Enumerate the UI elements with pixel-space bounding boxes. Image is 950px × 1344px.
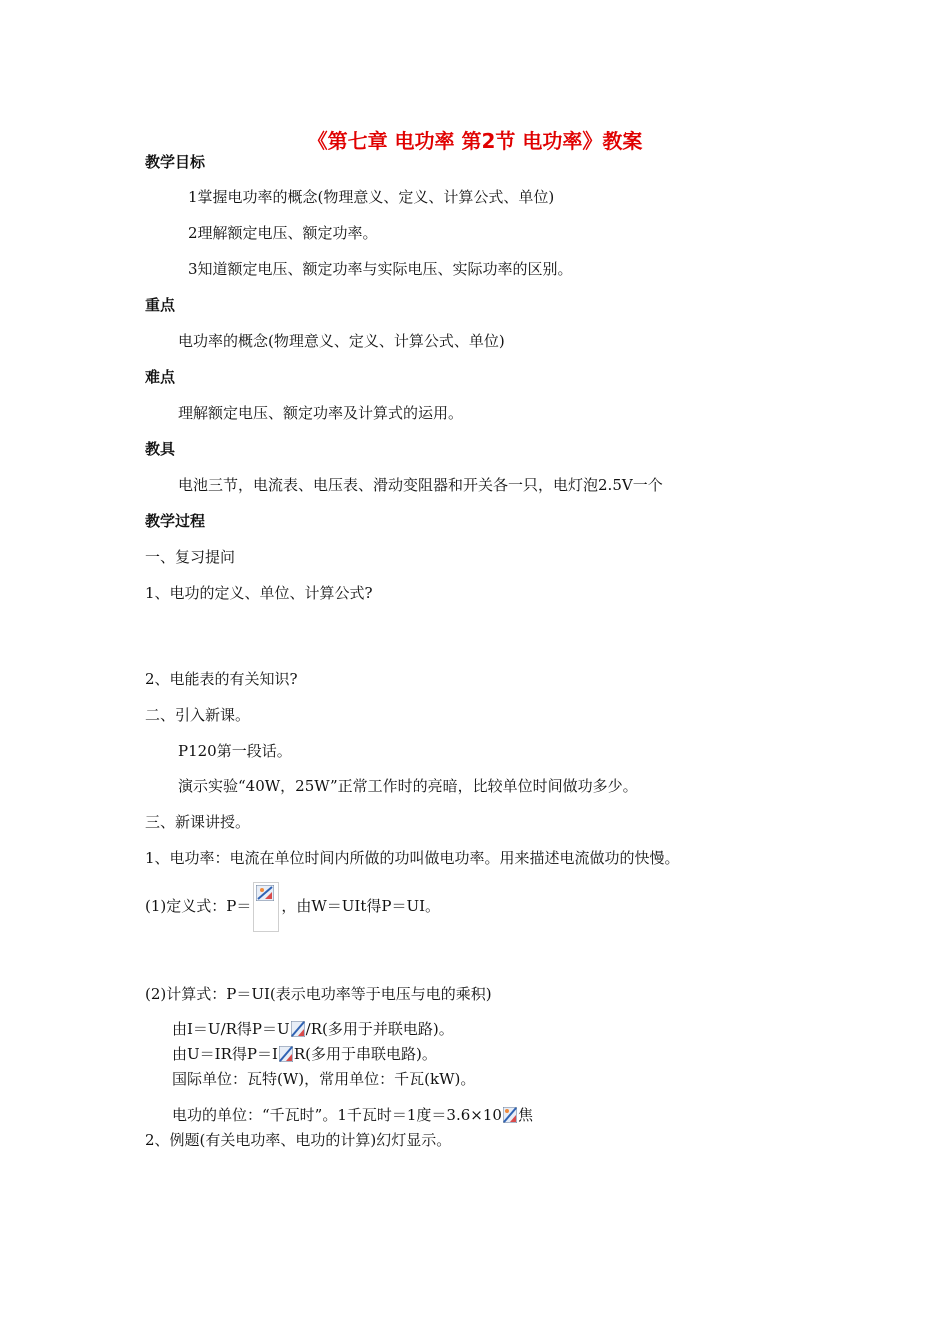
energy-unit-text: 电功的单位：“千瓦时”。1千瓦时＝1度＝3.6×10 xyxy=(172,1106,502,1124)
tools-heading: 教具 xyxy=(145,440,176,458)
exponent-image-icon xyxy=(279,1046,293,1062)
tools-text: 电池三节，电流表、电压表、滑动变阻器和开关各一只，电灯泡2.5V一个 xyxy=(178,476,663,494)
document-title: 《第七章 电功率 第2节 电功率》教案 xyxy=(307,129,643,153)
formula-text: 由I＝U/R得P＝U xyxy=(172,1020,290,1038)
intro-heading: 二、引入新课。 xyxy=(145,706,251,724)
review-heading: 一、复习提问 xyxy=(145,548,236,566)
difficulty-heading: 难点 xyxy=(145,368,176,386)
review-question: 2、电能表的有关知识? xyxy=(145,670,298,688)
key-points-text: 电功率的概念(物理意义、定义、计算公式、单位) xyxy=(178,332,505,350)
definition-formula-line xyxy=(145,882,440,932)
objective-item: 2理解额定电压、额定功率。 xyxy=(188,224,378,242)
key-points-heading: 重点 xyxy=(145,296,176,314)
calc-formula: (2)计算式：P＝UI(表示电功率等于电压与电的乘积) xyxy=(145,985,492,1003)
review-question: 1、电功的定义、单位、计算公式? xyxy=(145,584,373,602)
intro-paragraph: 演示实验“40W，25W”正常工作时的亮暗，比较单位时间做功多少。 xyxy=(178,777,638,795)
example-line: 2、例题(有关电功率、电功的计算)幻灯显示。 xyxy=(145,1131,452,1149)
formula-parallel-line xyxy=(172,1019,454,1039)
formula-text: /R(多用于并联电路)。 xyxy=(305,1020,454,1038)
exponent-image-icon xyxy=(503,1107,517,1123)
formula-text: R(多用于串联电路)。 xyxy=(293,1045,437,1063)
objective-item: 3知道额定电压、额定功率与实际电压、实际功率的区别。 xyxy=(188,260,573,278)
fraction-image-icon xyxy=(253,882,279,932)
process-heading: 教学过程 xyxy=(145,512,206,530)
definition-formula-text: ，由W＝UIt得P＝UI。 xyxy=(281,897,441,915)
energy-unit-text: 焦 xyxy=(517,1106,533,1124)
formula-text: 由U＝IR得P＝I xyxy=(172,1045,278,1063)
exponent-image-icon xyxy=(291,1021,305,1037)
power-definition: 1、电功率：电流在单位时间内所做的功叫做电功率。用来描述电流做功的快慢。 xyxy=(145,849,680,867)
energy-unit-line xyxy=(172,1105,533,1125)
difficulty-text: 理解额定电压、额定功率及计算式的运用。 xyxy=(178,404,464,422)
objectives-heading: 教学目标 xyxy=(145,153,206,171)
intro-paragraph: P120第一段话。 xyxy=(178,742,292,760)
definition-formula-text: (1)定义式：P＝ xyxy=(145,897,252,915)
new-lesson-heading: 三、新课讲授。 xyxy=(145,813,251,831)
objective-item: 1掌握电功率的概念(物理意义、定义、计算公式、单位) xyxy=(188,188,555,206)
formula-series-line xyxy=(172,1044,437,1064)
units-text: 国际单位：瓦特(W)，常用单位：千瓦(kW)。 xyxy=(172,1070,476,1088)
